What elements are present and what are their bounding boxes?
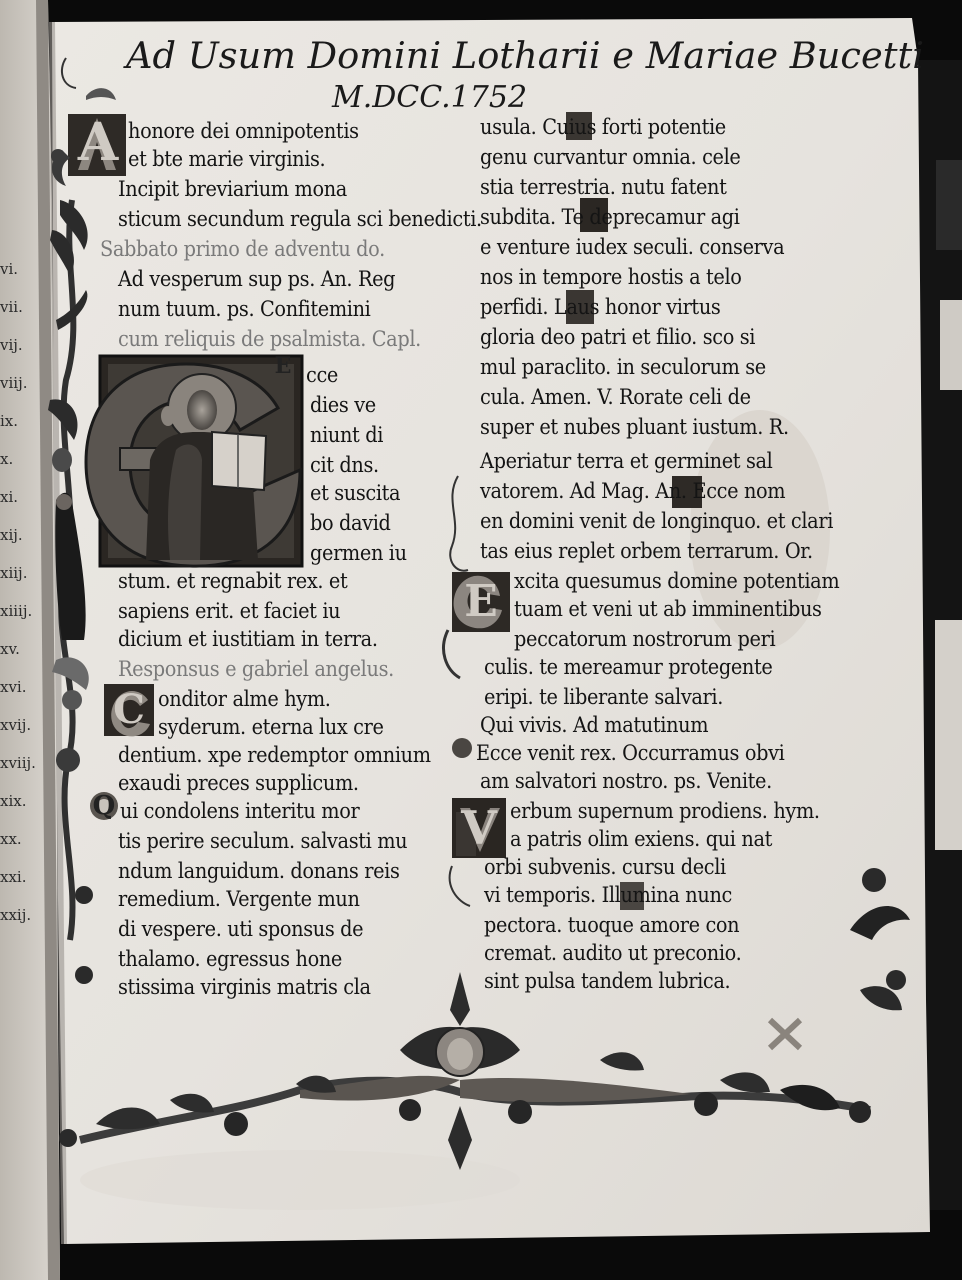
right-line-7: perfidi. Laus honor virtus	[480, 295, 721, 319]
right-line-2: genu curvantur omnia. cele	[480, 145, 741, 169]
left-line-13: et suscita	[310, 481, 401, 505]
margin-numeral: xvi.	[0, 678, 27, 696]
right-line-9: mul paraclito. in seculorum se	[480, 355, 766, 379]
left-line-2: et bte marie virginis.	[128, 147, 326, 171]
left-line-20: onditor alme hym.	[158, 687, 331, 711]
right-line-20: eripi. te liberante salvari.	[484, 685, 724, 709]
left-line-6: Ad vesperum sup ps. An. Reg	[118, 267, 396, 291]
right-line-3: stia terrestria. nutu fatent	[480, 175, 727, 199]
left-line-19: Responsus e gabriel angelus.	[118, 657, 394, 681]
right-line-10: cula. Amen. V. Rorate celi de	[480, 385, 751, 409]
margin-numeral: xiij.	[0, 564, 28, 582]
right-line-23: am salvatori nostro. ps. Venite.	[480, 769, 772, 793]
initial-letter-E-excita: E	[464, 576, 498, 627]
right-line-29: cremat. audito ut preconio.	[484, 941, 742, 965]
left-line-8: cum reliquis de psalmista. Capl.	[118, 327, 421, 351]
left-line-15: germen iu	[310, 541, 407, 565]
left-line-26: ndum languidum. donans reis	[118, 859, 400, 883]
left-line-16: stum. et regnabit rex. et	[118, 569, 348, 593]
initial-letter-A: A	[77, 112, 119, 173]
right-line-1: usula. Cuius forti potentie	[480, 115, 726, 139]
margin-numeral: x.	[0, 450, 14, 468]
right-line-25: a patris olim exiens. qui nat	[510, 827, 772, 851]
ownership-inscription: Ad Usum Domini Lotharii e Mariae Bucetti	[126, 36, 924, 77]
left-line-22: dentium. xpe redemptor omnium	[118, 743, 431, 767]
right-line-17: tuam et veni ut ab imminentibus	[514, 597, 822, 621]
left-page-numerals	[0, 250, 40, 934]
left-line-1: honore dei omnipotentis	[128, 119, 359, 143]
left-line-7: num tuum. ps. Confitemini	[118, 297, 371, 321]
initial-letter-V: V	[461, 801, 497, 855]
right-line-12: Aperiatur terra et germinet sal	[480, 449, 773, 473]
left-line-4: sticum secundum regula sci benedicti.	[118, 207, 482, 231]
right-line-18: peccatorum nostrorum peri	[514, 627, 776, 651]
margin-numeral: xxij.	[0, 906, 32, 924]
margin-numeral: xvij.	[0, 716, 32, 734]
left-line-17: sapiens erit. et faciet iu	[118, 599, 341, 623]
margin-numeral: xv.	[0, 640, 20, 658]
right-line-28: pectora. tuoque amore con	[484, 913, 740, 937]
right-line-26: orbi subvenis. cursu decli	[484, 855, 726, 879]
right-line-19: culis. te mereamur protegente	[484, 655, 773, 679]
margin-numeral: ix.	[0, 412, 19, 430]
margin-numeral: vi.	[0, 260, 19, 278]
right-line-15: tas eius replet orbem terrarum. Or.	[480, 539, 813, 563]
margin-numeral: xiiij.	[0, 602, 33, 620]
left-line-28: di vespere. uti sponsus de	[118, 917, 364, 941]
left-line-10: dies ve	[310, 393, 376, 417]
right-line-30: sint pulsa tandem lubrica.	[484, 969, 731, 993]
margin-numeral: xviij.	[0, 754, 36, 772]
margin-numeral: xx.	[0, 830, 22, 848]
left-line-12: cit dns.	[310, 453, 379, 477]
left-line-5: Sabbato primo de adventu do.	[100, 237, 385, 261]
left-line-21: syderum. eterna lux cre	[158, 715, 384, 739]
right-line-5: e venture iudex seculi. conserva	[480, 235, 785, 259]
left-line-24: ui condolens interitu mor	[120, 799, 360, 823]
initial-letter-C: C	[113, 686, 145, 733]
left-line-9: cce	[306, 363, 338, 387]
right-line-4: subdita. Te deprecamur agi	[480, 205, 740, 229]
right-line-22: Ecce venit rex. Occurramus obvi	[476, 741, 785, 765]
right-line-8: gloria deo patri et filio. sco si	[480, 325, 756, 349]
margin-numeral: vii.	[0, 298, 23, 316]
left-line-11: niunt di	[310, 423, 384, 447]
left-line-18: dicium et iustitiam in terra.	[118, 627, 378, 651]
inscription-year: M.DCC.1752	[332, 80, 528, 115]
left-line-27: remedium. Vergente mun	[118, 887, 360, 911]
margin-numeral: vij.	[0, 336, 23, 354]
right-line-21: Qui vivis. Ad matutinum	[480, 713, 709, 737]
illuminated-initial-E-christ	[86, 356, 302, 566]
margin-numeral: xi.	[0, 488, 19, 506]
left-line-23: exaudi preces supplicum.	[118, 771, 359, 795]
right-line-16: xcita quesumus domine potentiam	[514, 569, 840, 593]
left-line-30: stissima virginis matris cla	[118, 975, 371, 999]
margin-numeral: xij.	[0, 526, 23, 544]
margin-numeral: xxi.	[0, 868, 27, 886]
right-line-13: vatorem. Ad Mag. An. Ecce nom	[480, 479, 786, 503]
margin-numeral: xix.	[0, 792, 27, 810]
initial-letter-Q: Q	[92, 791, 116, 821]
left-line-29: thalamo. egressus hone	[118, 947, 342, 971]
left-line-25: tis perire seculum. salvasti mu	[118, 829, 408, 853]
right-line-11: super et nubes pluant iustum. R.	[480, 415, 789, 439]
left-line-3: Incipit breviarium mona	[118, 177, 347, 201]
initial-letter-E-large: E	[274, 353, 292, 379]
right-line-27: vi temporis. Illumina nunc	[484, 883, 732, 907]
right-line-24: erbum supernum prodiens. hym.	[510, 799, 820, 823]
right-line-6: nos in tempore hostis a telo	[480, 265, 742, 289]
margin-numeral: viij.	[0, 374, 28, 392]
left-line-14: bo david	[310, 511, 391, 535]
right-line-14: en domini venit de longinquo. et clari	[480, 509, 834, 533]
